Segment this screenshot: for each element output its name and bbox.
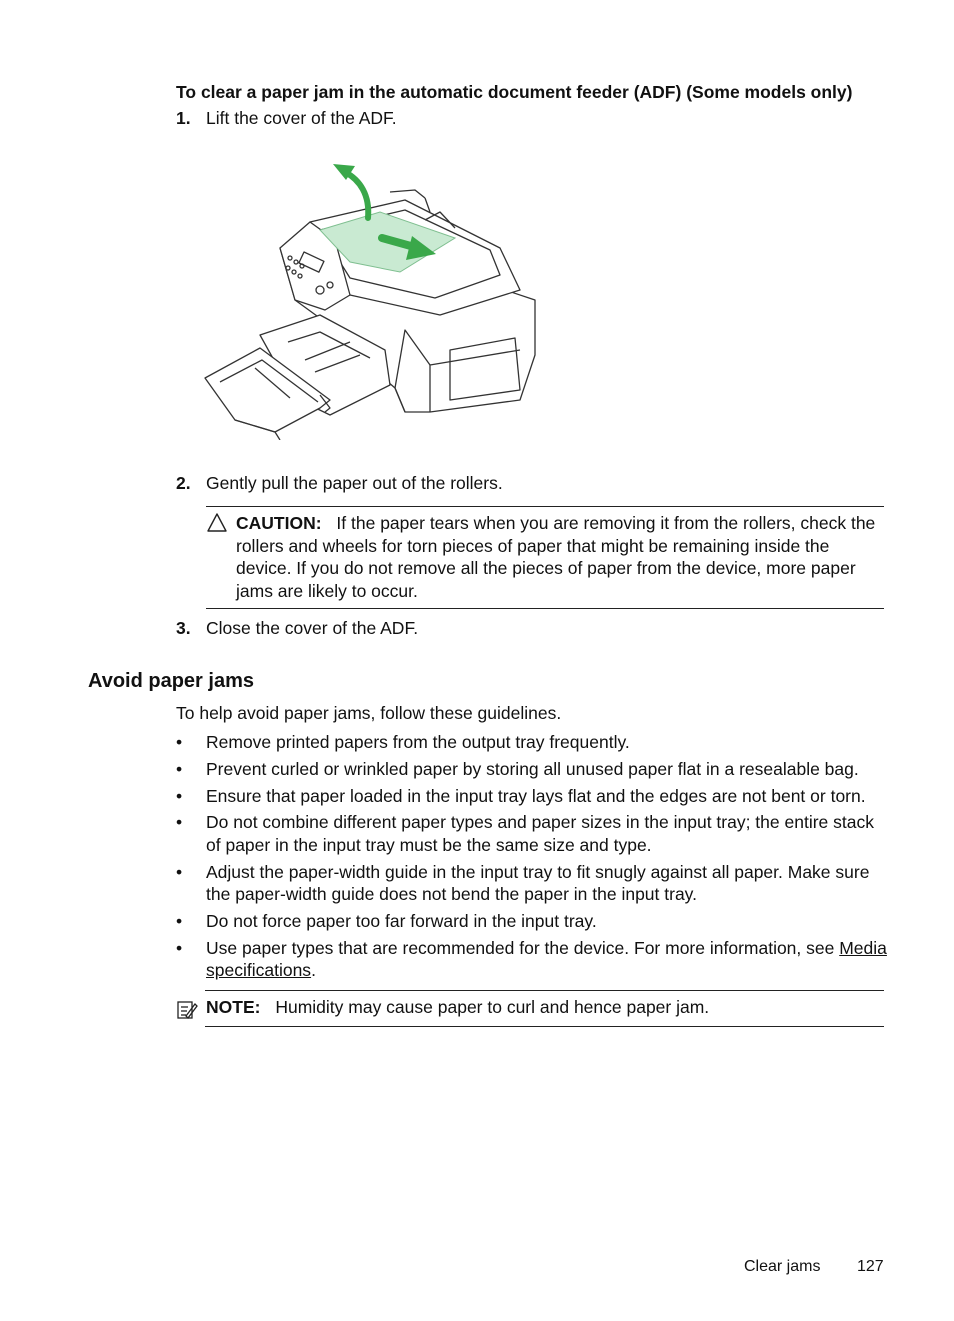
list-item-text: Do not combine different paper types and paper sizes in the input tray; the entire stack of paper in the input tray must be the same size and type. [206,812,874,855]
caution-label: CAUTION: [236,513,322,533]
guideline-list [176,731,888,986]
bullet-icon: • [176,812,183,833]
note-bottom-rule [205,1026,884,1027]
note-text: Humidity may cause paper to curl and hence paper jam. [275,997,710,1017]
media-specifications-link[interactable]: Media specifications [206,937,887,980]
bullet-icon: • [176,785,183,806]
list-item-suffix: . [311,960,316,980]
printer-adf-cover-lift-icon [200,150,545,440]
note-block [176,997,886,1018]
step-3 [176,618,418,639]
bullet-icon: • [176,861,183,882]
step-1 [176,108,397,129]
caution-text: If the paper tears when you are removing it from the rollers, check the rollers and wheels for torn pieces of paper that might be remaining inside the device. If you do not remove all the pieces of paper from the device, more paper jams are likely to occur. [236,513,876,601]
step-text: Close the cover of the ADF. [206,618,419,638]
note-pencil-icon [176,999,198,1021]
caution-triangle-icon [206,512,228,534]
step-text: Gently pull the paper out of the rollers. [206,473,503,493]
procedure-title: To clear a paper jam in the automatic document feeder (ADF) (Some models only) [176,82,853,102]
caution-block [206,512,886,602]
bullet-icon: • [176,732,183,752]
list-item-text: Prevent curled or wrinkled paper by storing all unused paper flat in a resealable bag. [206,758,859,779]
footer-page-number: 127 [857,1258,884,1275]
note-label: NOTE: [206,997,261,1017]
caution-text-wrap [236,512,886,602]
note-text-wrap [206,997,886,1018]
list-item-text: Remove printed papers from the output tray frequently. [206,732,630,752]
step-text: Lift the cover of the ADF. [206,108,397,128]
list-item [176,731,888,753]
list-item [176,937,888,982]
list-item-text: Do not force paper too far forward in the input tray. [206,910,597,931]
step-number: 2. [176,473,191,493]
bullet-icon: • [176,937,183,958]
list-item-text: Adjust the paper-width guide in the input tray to fit snugly against all paper. Make sure the paper-width guide does not bend the paper in the input tray. [206,861,870,904]
caution-top-rule [206,506,884,507]
list-item-text: Ensure that paper loaded in the input tray lays flat and the edges are not bent or torn. [206,785,866,806]
step-2 [176,473,503,494]
list-item-text: Use paper types that are recommended for the device. For more information, see [206,937,840,958]
list-item [176,758,888,780]
bullet-icon: • [176,758,183,779]
list-item [176,861,888,906]
list-item [176,785,888,807]
list-item [176,811,888,856]
section-intro: To help avoid paper jams, follow these guidelines. [176,703,562,723]
step-number: 3. [176,618,191,638]
footer-section-name: Clear jams [744,1258,821,1275]
bullet-icon: • [176,910,183,931]
list-item [176,910,888,932]
section-heading: Avoid paper jams [88,670,254,692]
printer-adf-illustration [200,150,545,440]
step-number: 1. [176,108,191,128]
note-top-rule [205,990,884,991]
caution-bottom-rule [206,608,884,609]
